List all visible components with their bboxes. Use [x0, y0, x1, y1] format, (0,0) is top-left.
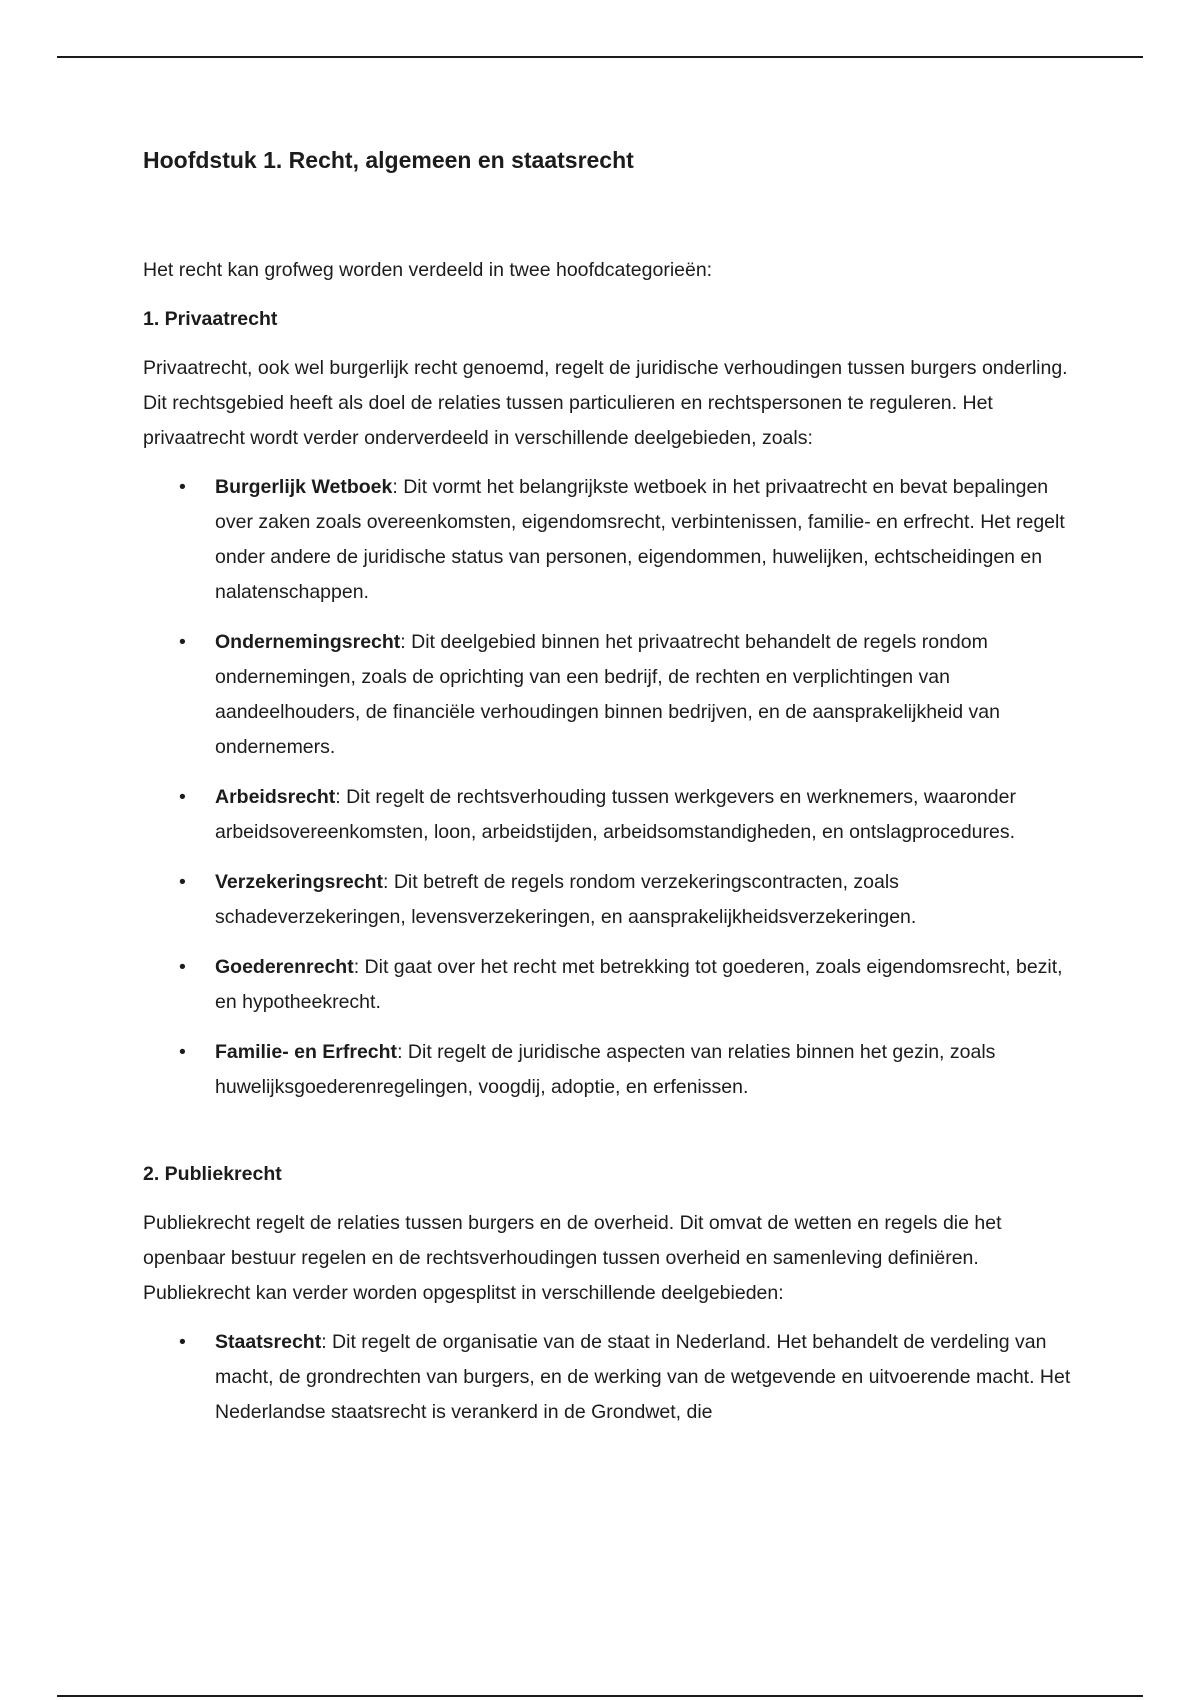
bullet-icon: •	[179, 956, 186, 978]
list-item	[143, 865, 1078, 935]
bullet-icon: •	[179, 786, 186, 808]
list-item-text: : Dit vormt het belangrijkste wetboek in het privaatrecht en bevat bepalingen over zaken zoals overeenkomsten, eigendomsrecht, verbintenissen, familie- en erfrecht. Het regelt onder andere de juridische status van personen, eigendommen, huwelijken, echtscheidingen en nalatenschappen.	[215, 476, 1065, 603]
list-item-text: : Dit regelt de juridische aspecten van relaties binnen het gezin, zoals huwelijksgoederenregelingen, voogdij, adoptie, en erfenissen.	[215, 1041, 996, 1098]
top-rule	[57, 56, 1143, 58]
section-2-paragraph: Publiekrecht regelt de relaties tussen burgers en de overheid. Dit omvat de wetten en regels die het openbaar bestuur regelen en de rechtsverhoudingen tussen overheid en samenleving definiëren. Publiekrecht kan verder worden opgesplitst in verschillende deelgebieden:	[143, 1212, 1002, 1304]
list-item	[143, 1325, 1078, 1430]
section-1-paragraph: Privaatrecht, ook wel burgerlijk recht genoemd, regelt de juridische verhoudingen tussen burgers onderling. Dit rechtsgebied heeft als doel de relaties tussen particulieren en rechtspersonen te reguleren. Het privaatrecht wordt verder onderverdeeld in verschillende deelgebieden, zoals:	[143, 357, 1068, 449]
list-item-term: Staatsrecht	[215, 1331, 322, 1353]
section-1-list	[143, 470, 1078, 1105]
bullet-icon: •	[179, 871, 186, 893]
bullet-icon: •	[179, 631, 186, 653]
list-item-text: : Dit regelt de organisatie van de staat in Nederland. Het behandelt de verdeling van macht, de grondrechten van burgers, en de werking van de wetgevende en uitvoerende macht. Het Nederlandse staatsrecht is verankerd in de Grondwet, die	[215, 1331, 1071, 1423]
list-item-term: Familie- en Erfrecht	[215, 1041, 398, 1063]
list-item	[143, 1035, 1078, 1105]
list-item-text: : Dit regelt de rechtsverhouding tussen werkgevers en werknemers, waaronder arbeidsovereenkomsten, loon, arbeidstijden, arbeidsomstandigheden, en ontslagprocedures.	[215, 786, 1016, 843]
bullet-icon: •	[179, 1331, 186, 1353]
page-title: Hoofdstuk 1. Recht, algemeen en staatsrecht	[143, 147, 634, 173]
document-body	[143, 145, 1078, 1445]
list-item-term: Goederenrecht	[215, 956, 354, 978]
bottom-rule	[57, 1695, 1143, 1697]
list-item	[143, 780, 1078, 850]
section-2-list	[143, 1325, 1078, 1430]
list-item-text: : Dit deelgebied binnen het privaatrecht behandelt de regels rondom ondernemingen, zoals de oprichting van een bedrijf, de rechten en verplichtingen van aandeelhouders, de financiële verhoudingen binnen bedrijven, en de aansprakelijkheid van ondernemers.	[215, 631, 1000, 758]
list-item	[143, 470, 1078, 610]
list-item-term: Ondernemingsrecht	[215, 631, 401, 653]
list-item	[143, 625, 1078, 765]
list-item-term: Arbeidsrecht	[215, 786, 336, 808]
section-1-heading: 1. Privaatrecht	[143, 308, 278, 330]
list-item-term: Burgerlijk Wetboek	[215, 476, 393, 498]
list-item-text: : Dit gaat over het recht met betrekking tot goederen, zoals eigendomsrecht, bezit, en hypotheekrecht.	[215, 956, 1063, 1013]
bullet-icon: •	[179, 1041, 186, 1063]
list-item-text: : Dit betreft de regels rondom verzekeringscontracten, zoals schadeverzekeringen, levensverzekeringen, en aansprakelijkheidsverzekeringen.	[215, 871, 917, 928]
bullet-icon: •	[179, 476, 186, 498]
list-item	[143, 950, 1078, 1020]
list-item-term: Verzekeringsrecht	[215, 871, 384, 893]
section-2-heading: 2. Publiekrecht	[143, 1163, 282, 1185]
intro-paragraph: Het recht kan grofweg worden verdeeld in twee hoofdcategorieën:	[143, 259, 713, 281]
